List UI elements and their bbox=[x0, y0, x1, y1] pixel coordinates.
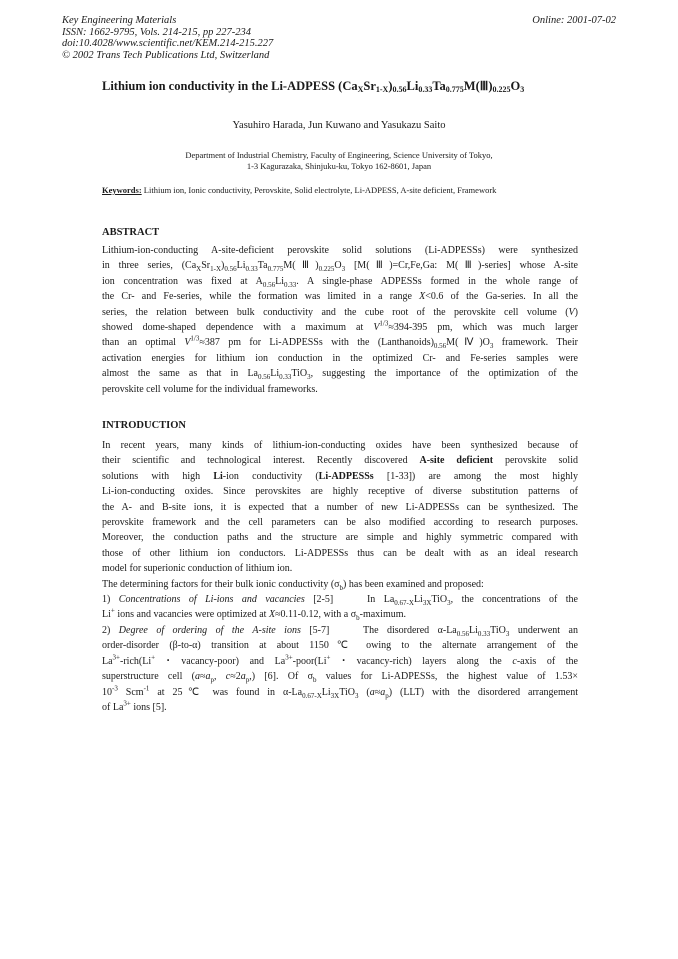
online-date: Online: 2001-07-02 bbox=[532, 15, 616, 26]
issn-line: ISSN: 1662-9795, Vols. 214-215, pp 227-234 bbox=[62, 26, 251, 38]
author-list: Yasuhiro Harada, Jun Kuwano and Yasukazu Saito bbox=[232, 120, 446, 131]
introduction-heading: INTRODUCTION bbox=[102, 420, 187, 431]
affiliation-line: 1-3 Kagurazaka, Shinjuku-ku, Tokyo 162-8601, Japan bbox=[246, 161, 432, 171]
keywords-list: Lithium ion, Ionic conductivity, Perovskite, Solid electrolyte, Li-ADPESS, A-site deficient, Framework bbox=[143, 185, 497, 195]
abstract-heading: ABSTRACT bbox=[102, 227, 160, 238]
paper-title: Lithium ion conductivity in the Li-ADPESS $(Ca_XSr_{1-X})_{0.56}Li_{0.33}Ta_{0.775}M(Ⅲ)_{0.225}O_3$ bbox=[102, 79, 525, 94]
doi-line: doi:10.4028/www.scientific.net/KEM.214-215.227 bbox=[62, 38, 274, 49]
affiliation-line: Department of Industrial Chemistry, Faculty of Engineering, Science University of Tokyo, bbox=[185, 150, 493, 160]
introduction-body: In recent years, many kinds of lithium-ion-conducting oxides have been synthesized because of their scientific and technological interest. Recently discovered A-site deficient perovskite solid solutions with high Li-ion conductivity (Li-ADPESSs [1-33]) are among the most highly Li-ion-conducting oxides. Since perovskites are highly receptive of diverse substitution patterns of the A- and B-site ions, it is expected that a number of new Li-ADPESSs can be synthesized. The perovskite framework and the cell parameters can be also modified according to research purposes. Moreover, the conduction paths and the structure are simple and highly symmetric compared with those of other lithium ion conductors. Li-ADPESSs thus can be dealt with as an ideal research model for superionic conduction of lithium ion. The determining factors for their bulk ionic conductivity $(\sigma_b)$ has been examined and proposed: 1) Concentrations of Li-ions and vacancies [2-5] In $La_{0.67-X}Li_{3X}TiO_3$, the concentrations of the Li+ ions and vacancies were optimized at X≈0.11-0.12, with a $\sigma_b$-maximum. 2) Degree of ordering of the A-site ions [5-7] The disordered $\alpha-La_{0.56}Li_{0.33}TiO_3$ underwent an order-disorder (β-to-α) transition at about 1150℃ owing to the alternate arrangement of the $La^{3+}-rich(Li^+$・vacancy-poor) and $La^{3+}-poor(Li^+$・vacancy-rich) layers along the c-axis of the superstructure cell ($a\approx a_p$, $c\approx 2a_p$,) [6]. Of $\sigma_b$ values for Li-ADPESSs, the highest value of 1.53× $10^{-3}$ Scm$^{-1}$ at 25℃ was found in $\alpha-La_{0.67-X}Li_{3X}TiO_3$ $(a\approx a_p)$ (LLT) with the disordered arrangement of $La^{3+}$ ions [5]. bbox=[102, 440, 578, 713]
abstract-body: Lithium-ion-conducting A-site-deficient perovskite solid solutions (Li-ADPESSs) were synthesized in three series, $(Ca_XSr_{1-X})_{0.56}Li_{0.33}Ta_{0.775}M(Ⅲ)_{0.225}O_3$ [M(Ⅲ)=Cr,Fe,Ga: M(Ⅲ)-series] whose A-site ion concentration was fixed at $A_{0.56}Li_{0.33}$. A single-phase ADPESSs formed in the whole range of the Cr- and Fe-series, while the formation was limited in a range X<0.6 of the Ga-series. In all the series, the relation between bulk conductivity and the cube root of the perovskite cell volume (V) showed dome-shaped dependence with a maximum at $V^{1/3}\approx 394-395$ pm, which was much larger than an optimal $V^{1/3}\approx 387$ pm for Li-ADPESSs with the $(Lanthanoids)_{0.56}M(Ⅳ)O_3$ framework. Their activation energies for lithium ion conduction in the optimized Cr- and Fe-series samples were almost the same as that in $La_{0.56}Li_{0.33}TiO_3$, suggesting the importance of the optimization of the perovskite cell volume for the individual frameworks. bbox=[102, 245, 579, 395]
keywords-label: Keywords: bbox=[102, 185, 142, 195]
keywords bbox=[102, 185, 496, 195]
affiliation bbox=[0, 150, 678, 172]
journal-header bbox=[62, 15, 273, 61]
copyright-line: © 2002 Trans Tech Publications Ltd, Switzerland bbox=[62, 49, 270, 61]
journal-name: Key Engineering Materials bbox=[62, 15, 177, 26]
